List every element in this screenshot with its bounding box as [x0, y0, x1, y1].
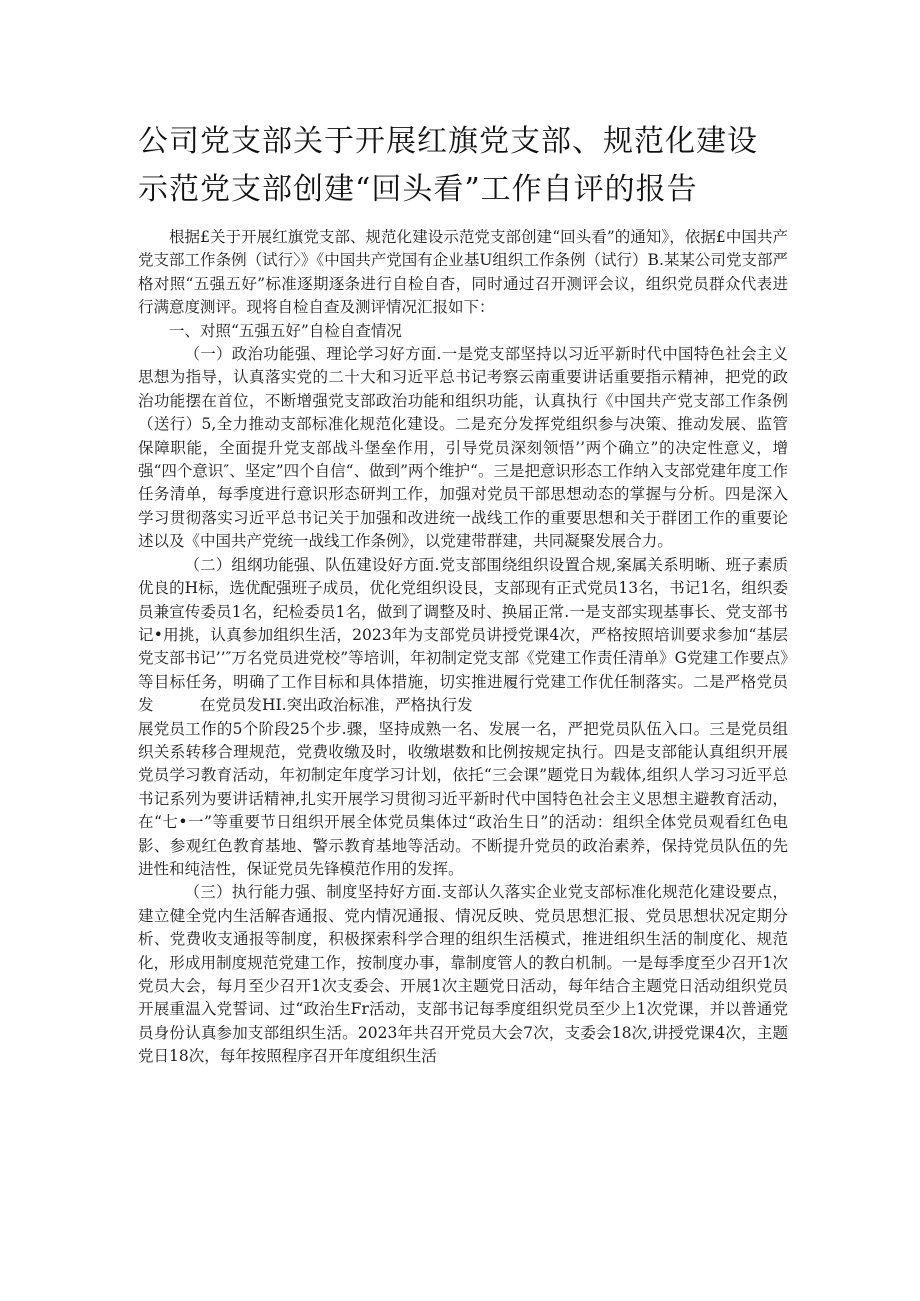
section-heading: 一、对照“五强五好”自检自查情况: [169, 321, 402, 340]
paragraph-political-function: （一）政治功能强、理论学习好方面.一是党支部坚持以习近平新时代中国特色社会主义思想为指导，认真落实党的二十大和习近平总书记考察云南重要讲话重要指示精神，把党的政治功能摆在首位，不断增强党支部政治功能和组织功能，认真执行《中国共产党支部工作条例（送行）5,全力推动支部标准化规范化建设。二是充分发挥党组织参与决策、推动发展、监管保障职能，全面提升党支部战斗堡垒作用，引导党员深刻领悟’’两个确立”的决定性意义，增强“四个意识″、坚定”四个自信“、做到”两个维护“。三是把意识形态工作纳入支部党建年度工作任务清单，每季度进行意识形态研判工作，加强对党员干部思想动态的掌握与分析。四是深入学习贯彻落实习近平总书记关于加强和改进统一战线工作的重要思想和关于群团工作的重要论述以及《中国共产党统一战线工作条例》，以党建带群建，共同凝聚发展合力。: [138, 345, 788, 551]
document-page: [138, 0, 788, 1301]
paragraph-execution-ability: （三）执行能力强、制度坚持好方面.支部认久落实企业党支部标准化规范化建设要点，建立健全党内生活解杳通报、党内情况通报、情况反映、党员思想汇报、党员思想状况定期分析、党费收支通报等制度，积极探索科学合理的组织生活模式，推进组织生活的制度化、规范化，形成用制度规范党建工作，按制度办事，靠制度管人的教白机制。一是每季度至少召开1次党员大会，每月至少召开1次支委会、开展1次主题党日活动，每年结合主题党日活动组织党员开展重温入党誓词、过“政治生Fr活动，支部书记每季度组织党员至少上1次党课，并以普通党员身份认真参加支部组织生活。2023年共召开党员大会7次，支委会18次,讲授党课4次，主题党日18次，每年按照程序召开年度组织生活: [138, 883, 788, 1066]
document-body: [138, 226, 788, 1069]
intro-paragraph: 根据£关于开展红旗党支部、规范化建设示范党支部创建“回头看”的通知》，依据£中国共产党支部工作条例（试行〉》《中国共产党国有企业基U组织工作条例（试行）B.某某公司党支部严格对照“五强五好”标准逐期逐条进行自检自杳，同时通过召开测评会议，组织党员群众代表进行满意度测评。现将自检自查及测评情况汇报如下：: [138, 228, 788, 317]
paragraph-party-development: 展党员工作的5个阶段25个步.骤，坚持成熟一名、发展一名，严把党员队伍入口。三是党员组织关系转移合理规范，党费收缴及时，收缴堪数和比例按规定执行。四是支部能认真组织开展党员学习教育活动，年初制定年度学习计划，依托“三会课”题党日为载体,组织人学习习近平总书记系列为要讲话精神,扎实开展学习贯彻习近平新时代中国特色社会主义思想主避教育活动，在“七•一”等重要节日组织开展全体党员集体过“政治生日”的活动：组织全体党员观看红色电影、参观红色教育基地、警示教育基地等活动。不断提升党员的政治素养，保持党员队伍的先进性和纯洁性，保证党员先锋模范作用的发挥。: [138, 719, 788, 878]
paragraph-organization-function: （二）组纲功能强、队伍建设好方面.党支部围绕组织设置合规,案属关系明晰、班子素质优良的H标，选优配强班子成员，优化党组织设艮，支部现有正式党员13名，书记1名，组织委员兼宣传委员1名，纪检委员1名，做到了调整及时、换届正常.一是支部实现基事长、党支部书记•用挑，认真参加组织生活，2023年为支部党员讲授党课4次，严格按照培训要求参加“基层党支部书记’’″万名党员进党校”等培训，年初制定党支部《党建工作责任清单》G党建工作要点》等目标任务，明确了工作目标和具体措施，切实推进履行党建工作优任制落实。二是严格党员发 在党员发HI.突出政治标准，严格执行发: [138, 555, 788, 715]
document-title: 公司党支部关于开展红旗党支部、规范化建设示范党支部创建“回头看”工作自评的报告: [138, 124, 758, 207]
